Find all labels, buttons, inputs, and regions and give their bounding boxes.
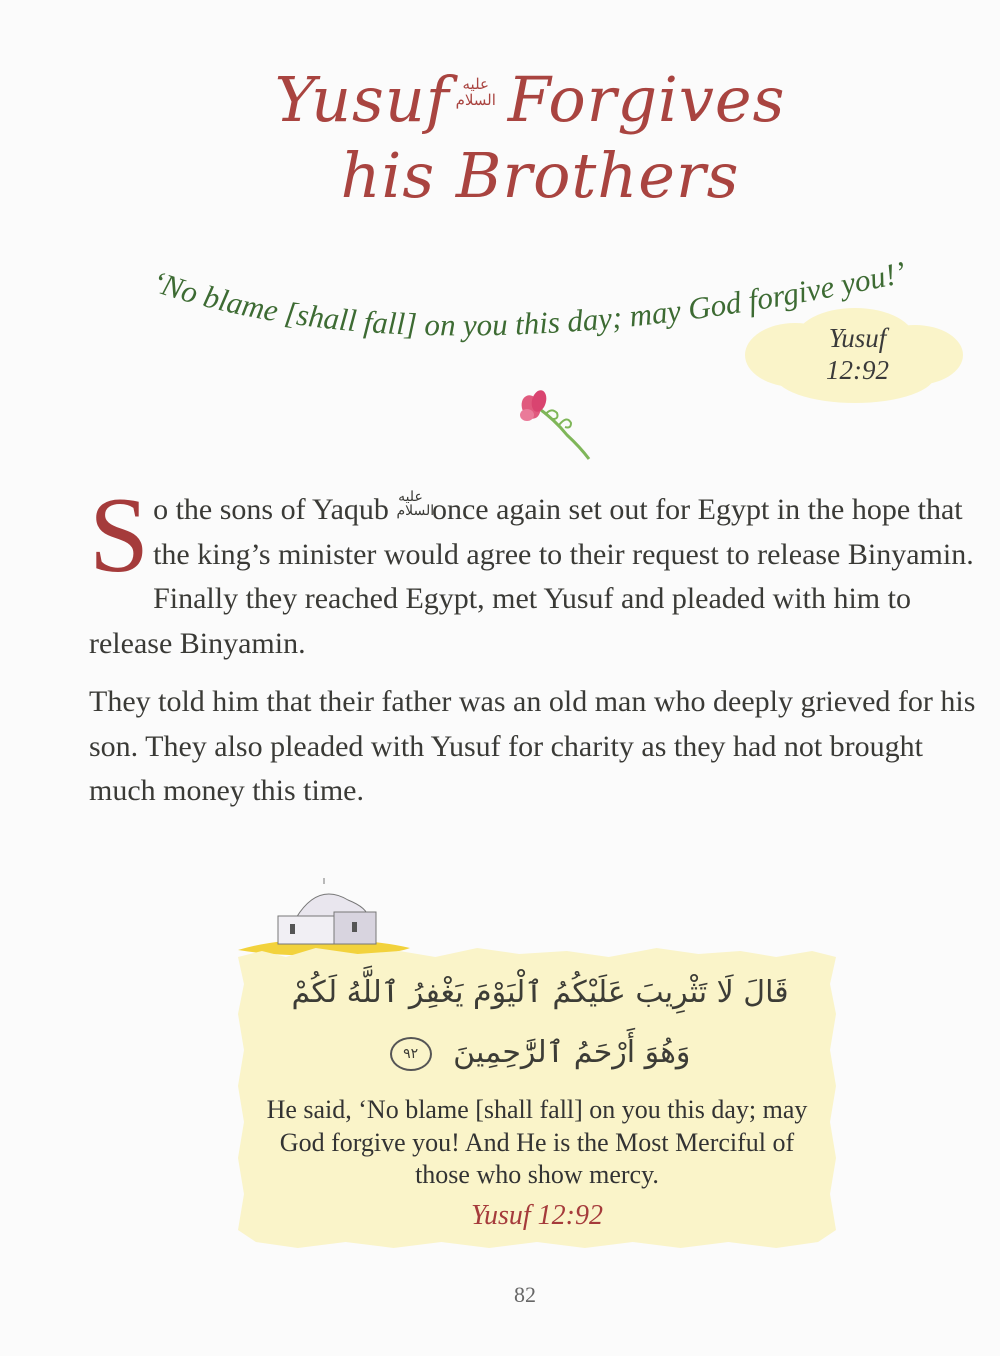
page-title-line-1: [30, 62, 1000, 138]
ayah-number-marker: ٩٢: [390, 1037, 432, 1071]
page-number: 82: [514, 1282, 536, 1307]
title-forgives: Forgives: [507, 63, 786, 136]
epigraph-reference-verse: 12:92: [826, 355, 889, 385]
paragraph-1-rest: once again set out for Egypt in the hope that the king’s minister would agree to their request to release Binyamin. Finally they reached Egypt, met Yusuf and pleaded with him to release Binyamin.: [89, 493, 974, 660]
title-yusuf: Yusuf: [274, 63, 450, 136]
verse-reference: Yusuf 12:92: [470, 1200, 603, 1231]
paragraph-2: They told him that their father was an old man who deeply grieved for his son. They also pleaded with Yusuf for charity as they had not brought much money this time.: [89, 685, 976, 807]
paragraph-1-start: o the sons of Yaqub: [153, 493, 389, 526]
drop-cap: S: [89, 476, 150, 595]
inline-honorific: عليه السلام: [396, 490, 435, 519]
arabic-verse-line-2-text: وَهُوَ أَرْحَمُ ٱلرَّٰحِمِينَ: [453, 1035, 691, 1070]
title-honorific: عليه السلام: [455, 75, 496, 109]
mosque-illustration: [238, 878, 418, 958]
epigraph-reference: [790, 322, 925, 386]
paragraph-1: [89, 476, 984, 666]
arabic-verse-line-2: [260, 1035, 820, 1071]
verse-translation: He said, ‘No blame [shall fall] on you this day; may God forgive you! And He is the Most Merciful of those who show mercy.: [266, 1095, 808, 1189]
arabic-verse-line-1: قَالَ لَا تَثْرِيبَ عَلَيْكُمُ ٱلْيَوْمَ يَغْفِرُ ٱللَّهُ لَكُمْ: [291, 975, 789, 1010]
epigraph-reference-surah: Yusuf: [828, 323, 887, 353]
flower-icon: [515, 385, 600, 465]
epigraph-quote-text: ‘No blame [shall fall] on you this day; may God forgive you!’: [147, 254, 909, 343]
page-title-line-2: his Brothers: [340, 139, 740, 212]
